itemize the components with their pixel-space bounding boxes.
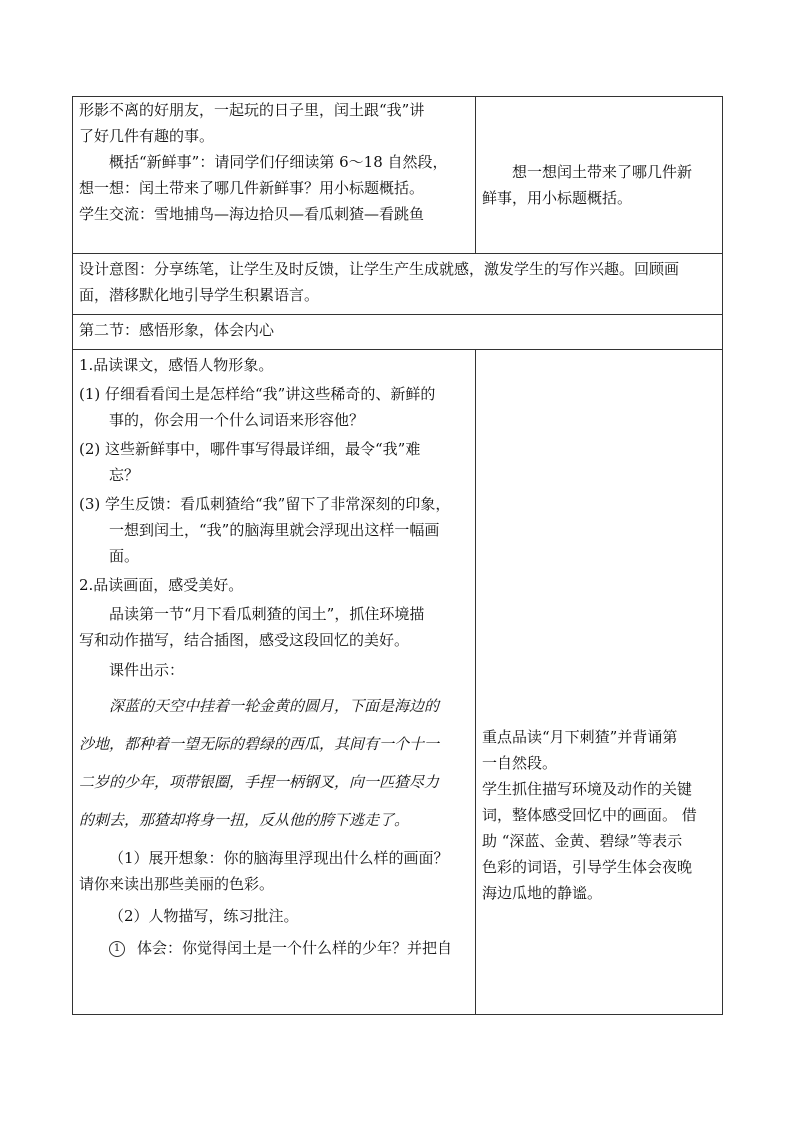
text-line: 重点品读“月下刺猹”并背诵第 [482, 728, 678, 746]
section-title: 第二节：感悟形象，体会内心 [79, 321, 275, 339]
text-line: 形影不离的好朋友，一起玩的日子里，闰土跟“我”讲 [79, 101, 425, 119]
text-line: 1.品读课文，感悟人物形象。 [79, 356, 274, 374]
text-line: 事的，你会用一个什么词语来形容他？ [109, 411, 365, 429]
text-line: (2) 这些新鲜事中，哪件事写得最详细，最令“我”难 [79, 440, 421, 458]
design-intent-cell [73, 254, 723, 315]
text-line: 海边瓜地的静谧。 [482, 884, 603, 902]
lesson-plan-table [72, 96, 723, 1015]
text-line: 色彩的词语，引导学生体会夜晚 [482, 858, 693, 876]
section-title-cell [73, 315, 723, 350]
row-activity-1 [73, 97, 723, 254]
text-line: 词，整体感受回忆中的画面。 借 [482, 806, 697, 824]
teaching-process-cell [73, 97, 476, 254]
design-note-cell [476, 97, 723, 254]
row-design-intent [73, 254, 723, 315]
text-line: （1）展开想象：你的脑海里浮现出什么样的画面？ [109, 849, 449, 867]
text-line: 设计意图：分享练笔，让学生及时反馈，让学生产生成就感，激发学生的写作兴趣。回顾画 [79, 260, 680, 278]
text-line: 品读第一节“月下看瓜刺猹的闰土”，抓住环境描 [109, 605, 425, 623]
text-line: 面。 [109, 547, 140, 565]
quote-line: 深蓝的天空中挂着一轮金黄的圆月，下面是海边的 [109, 697, 440, 715]
quote-line: 二岁的少年，项带银圈，手捏一柄钢叉，向一匹猹尽力 [79, 773, 440, 791]
text-line: (1) 仔细看看闰土是怎样给“我”讲这些稀奇的、新鲜的 [79, 385, 436, 403]
text-line: 写和动作描写，结合插图，感受这段回忆的美好。 [79, 631, 410, 649]
quote-line: 的刺去，那猹却将身一扭，反从他的胯下逃走了。 [79, 811, 410, 829]
text-line: (3) 学生反馈：看瓜刺猹给“我”留下了非常深刻的印象， [79, 495, 451, 513]
teaching-process-cell [73, 350, 476, 1015]
text-line: 学生交流：雪地捕鸟—海边拾贝—看瓜刺猹—看跳鱼 [79, 205, 425, 223]
text-line: 想一想闰土带来了哪几件新 [512, 163, 693, 181]
text-line: 请你来读出那些美丽的色彩。 [79, 875, 275, 893]
text-line: 2.品读画面，感受美好。 [79, 576, 244, 594]
text-line [79, 935, 469, 961]
text-line: 学生抓住描写环境及动作的关键 [482, 780, 693, 798]
text-line: 忘？ [109, 466, 140, 484]
text-line: （2）人物描写，练习批注。 [109, 907, 299, 925]
row-activity-2 [73, 350, 723, 1015]
number-circle: 1 [109, 941, 125, 957]
design-note-cell [476, 350, 723, 1015]
text-line: 一想到闰土，“我”的脑海里就会浮现出这样一幅画 [109, 521, 440, 539]
text-line: 一自然段。 [482, 754, 558, 772]
text-line: 想一想：闰土带来了哪几件新鲜事？用小标题概括。 [79, 179, 425, 197]
text-line: 概括“新鲜事”：请同学们仔细读第 6～18 自然段， [109, 153, 448, 171]
text-line: 课件出示： [109, 661, 185, 679]
text-line: 了好几件有趣的事。 [79, 127, 215, 145]
quote-line: 沙地，都种着一望无际的碧绿的西瓜，其间有一个十一 [79, 735, 440, 753]
text-line: 面，潜移默化地引导学生积累语言。 [79, 286, 320, 304]
text-line: 助 “深蓝、金黄、碧绿”等表示 [482, 832, 683, 850]
text-span: 体会：你觉得闰土是一个什么样的少年？并把自 [137, 939, 453, 957]
lesson-plan-page [72, 96, 722, 1015]
row-section-title [73, 315, 723, 350]
text-line: 鲜事，用小标题概括。 [482, 189, 633, 207]
